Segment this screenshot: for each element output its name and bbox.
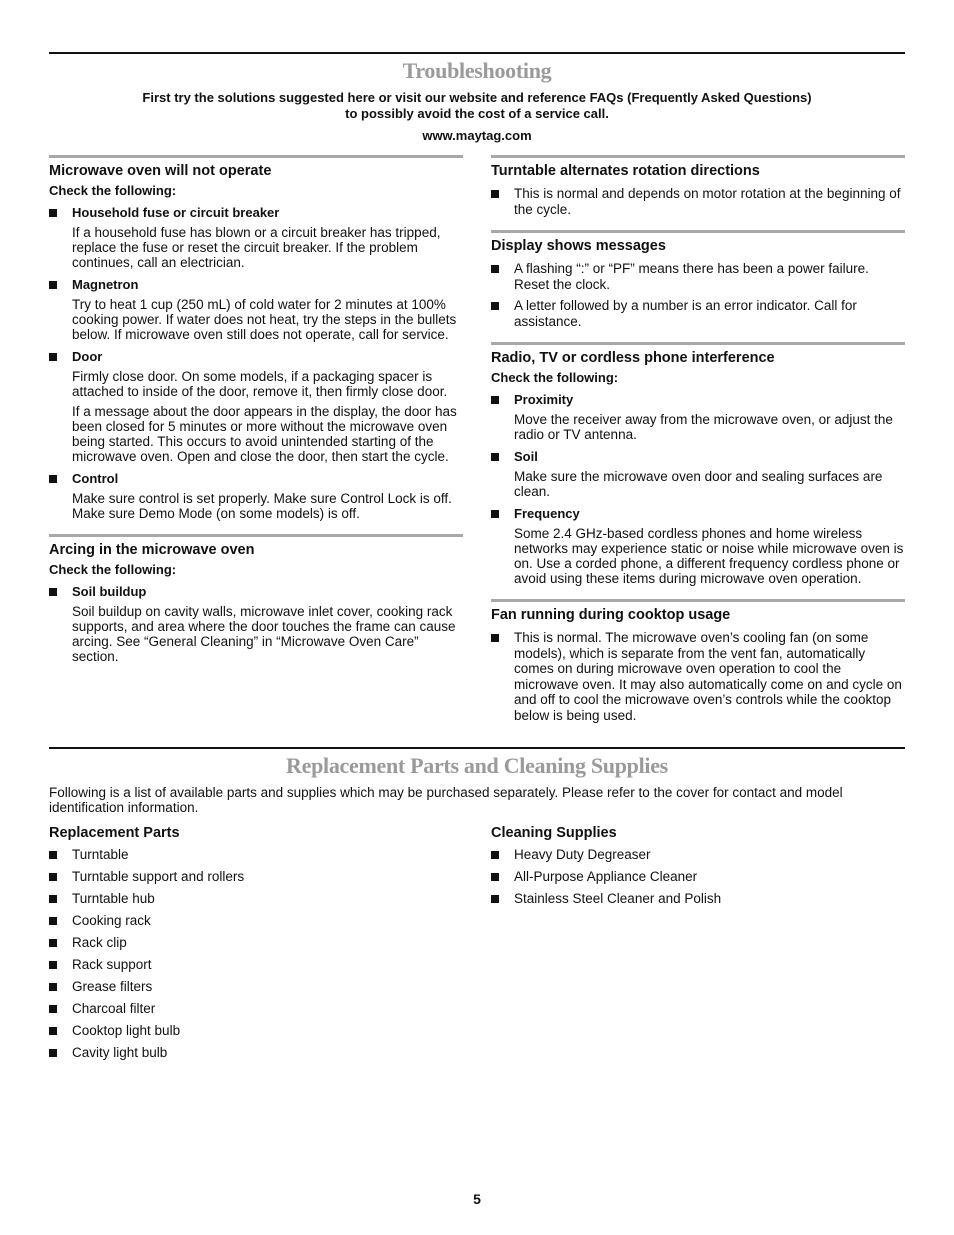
section-divider [49,52,905,54]
item-label: Frequency [514,506,580,521]
list-item-label: Rack clip [72,935,127,950]
list-item-label: Cooking rack [72,913,151,928]
bullet-square-icon [491,510,499,518]
soil-buildup-item [49,584,463,599]
list-item-label: Cavity light bulb [72,1045,168,1060]
bullet-square-icon [491,302,499,310]
list-item [49,957,463,979]
list-item [49,847,463,869]
item-label: Door [72,349,103,364]
block-heading: Radio, TV or cordless phone interference [491,350,775,366]
block-heading: Display shows messages [491,238,666,254]
bullet-square-icon [49,588,57,596]
supplies-list [491,847,905,913]
website-link[interactable]: www.maytag.com [422,128,532,143]
door-item [49,349,463,364]
bullet-square-icon [491,396,499,404]
check-label: Check the following: [49,183,177,198]
parts-list [49,847,463,1067]
bullet-square-icon [49,939,57,947]
list-item-label: Grease filters [72,979,153,994]
right-column [491,155,905,723]
item-label: Household fuse or circuit breaker [72,205,280,220]
bullet-square-icon [49,895,57,903]
soil-buildup-text: Soil buildup on cavity walls, microwave inlet cover, cooking rack supports, and area where the door touches the frame can cause arcing. See “General Cleaning” in “Microwave Oven Care” section. [72,604,456,664]
list-item [49,1001,463,1023]
bullet-square-icon [49,1049,57,1057]
fuse-item [49,205,463,220]
list-item-label: Turntable [72,847,129,862]
block-heading: Arcing in the microwave oven [49,542,255,558]
turntable-block [491,155,905,217]
replacement-columns [49,825,905,1067]
list-item [491,847,905,869]
bullet-text: A letter followed by a number is an error indicator. Call for assistance. [514,298,857,329]
bullet-square-icon [49,873,57,881]
list-item [491,186,905,217]
soil-item [491,449,905,464]
supplies-heading: Cleaning Supplies [491,825,617,841]
list-item [49,1023,463,1045]
replacement-intro: Following is a list of available parts and supplies which may be purchased separately. Please refer to the cover for contact and model identification information. [49,785,843,815]
parts-heading: Replacement Parts [49,825,180,841]
soil-text: Make sure the microwave oven door and sealing surfaces are clean. [514,469,883,499]
item-label: Magnetron [72,277,139,292]
list-item [491,630,905,723]
list-item [491,261,905,292]
list-item [49,979,463,1001]
list-item-label: Stainless Steel Cleaner and Polish [514,891,722,906]
bullet-square-icon [49,961,57,969]
bullet-square-icon [49,475,57,483]
block-heading: Turntable alternates rotation directions [491,163,760,179]
frequency-item [491,506,905,521]
item-label: Proximity [514,392,574,407]
intro-line-2: to possibly avoid the cost of a service call. [345,106,609,121]
fan-block [491,599,905,723]
replacement-title: Replacement Parts and Cleaning Supplies [286,753,668,778]
troubleshooting-title: Troubleshooting [402,58,552,83]
block-heading: Microwave oven will not operate [49,163,272,179]
arcing-block [49,534,463,664]
bullet-square-icon [49,851,57,859]
list-item [49,1045,463,1067]
bullet-square-icon [491,895,499,903]
item-label: Soil buildup [72,584,147,599]
item-label: Soil [514,449,538,464]
list-item [491,891,905,913]
proximity-item [491,392,905,407]
list-item [491,869,905,891]
bullet-square-icon [49,1027,57,1035]
left-column [49,155,463,723]
list-item [49,935,463,957]
troubleshooting-intro [49,90,905,122]
door-text-1: Firmly close door. On some models, if a packaging spacer is attached to inside of the door, remove it, then firmly close door. [72,369,448,399]
door-text-2: If a message about the door appears in the display, the door has been closed for 5 minutes or more without the microwave oven being started. This occurs to avoid unintended starting of the microwave oven. Open and close the door, then start the cycle. [72,404,457,464]
list-item [49,913,463,935]
bullet-square-icon [491,190,499,198]
block-heading: Fan running during cooktop usage [491,607,731,623]
manual-page [49,52,905,1067]
list-item-label: Turntable support and rollers [72,869,245,884]
list-item-label: Rack support [72,957,152,972]
fuse-text: If a household fuse has blown or a circuit breaker has tripped, replace the fuse or reset the circuit breaker. If the problem continues, call an electrician. [72,225,441,270]
page-number: 5 [473,1191,481,1207]
check-label: Check the following: [491,370,619,385]
display-messages-block [491,230,905,329]
bullet-square-icon [49,983,57,991]
bullet-square-icon [491,873,499,881]
list-item-label: Cooktop light bulb [72,1023,181,1038]
bullet-square-icon [49,1005,57,1013]
bullet-square-icon [491,453,499,461]
bullet-square-icon [49,917,57,925]
bullet-square-icon [491,265,499,273]
bullet-square-icon [49,281,57,289]
list-item-label: Heavy Duty Degreaser [514,847,651,862]
list-item [491,298,905,329]
list-item [49,869,463,891]
interference-block [491,342,905,586]
bullet-square-icon [49,209,57,217]
bullet-text: A flashing “:” or “PF” means there has been a power failure. Reset the clock. [514,261,869,292]
bullet-square-icon [491,851,499,859]
troubleshooting-columns [49,155,905,723]
list-item-label: All-Purpose Appliance Cleaner [514,869,698,884]
section-divider [49,747,905,749]
frequency-text: Some 2.4 GHz-based cordless phones and home wireless networks may experience static or noise while microwave oven is on. Use a corded phone, a different frequency cordless phone or avoid using these items during microwave oven operation. [514,526,904,586]
check-label: Check the following: [49,562,177,577]
proximity-text: Move the receiver away from the microwave oven, or adjust the radio or TV antenna. [514,412,893,442]
bullet-square-icon [49,353,57,361]
list-item-label: Charcoal filter [72,1001,156,1016]
list-item [49,891,463,913]
intro-line-1: First try the solutions suggested here or visit our website and reference FAQs (Frequently Asked Questions) [142,90,812,105]
control-text: Make sure control is set properly. Make sure Control Lock is off. Make sure Demo Mode (on some models) is off. [72,491,452,521]
supplies-column [491,825,905,1067]
parts-column [49,825,463,1067]
magnetron-text: Try to heat 1 cup (250 mL) of cold water for 2 minutes at 100% cooking power. If water does not heat, try the steps in the bullets below. If microwave oven still does not operate, call for service. [72,297,457,342]
item-label: Control [72,471,119,486]
bullet-text: This is normal. The microwave oven’s cooling fan (on some models), which is separate from the vent fan, automatically comes on during microwave oven operation to cool the microwave oven. It may also automatically come on and cycle on and off to cool the microwave oven’s controls while the cooktop below is being used. [514,630,902,723]
bullet-square-icon [491,634,499,642]
will-not-operate-block [49,155,463,521]
list-item-label: Turntable hub [72,891,155,906]
bullet-text: This is normal and depends on motor rotation at the beginning of the cycle. [514,186,901,217]
magnetron-item [49,277,463,292]
control-item [49,471,463,486]
